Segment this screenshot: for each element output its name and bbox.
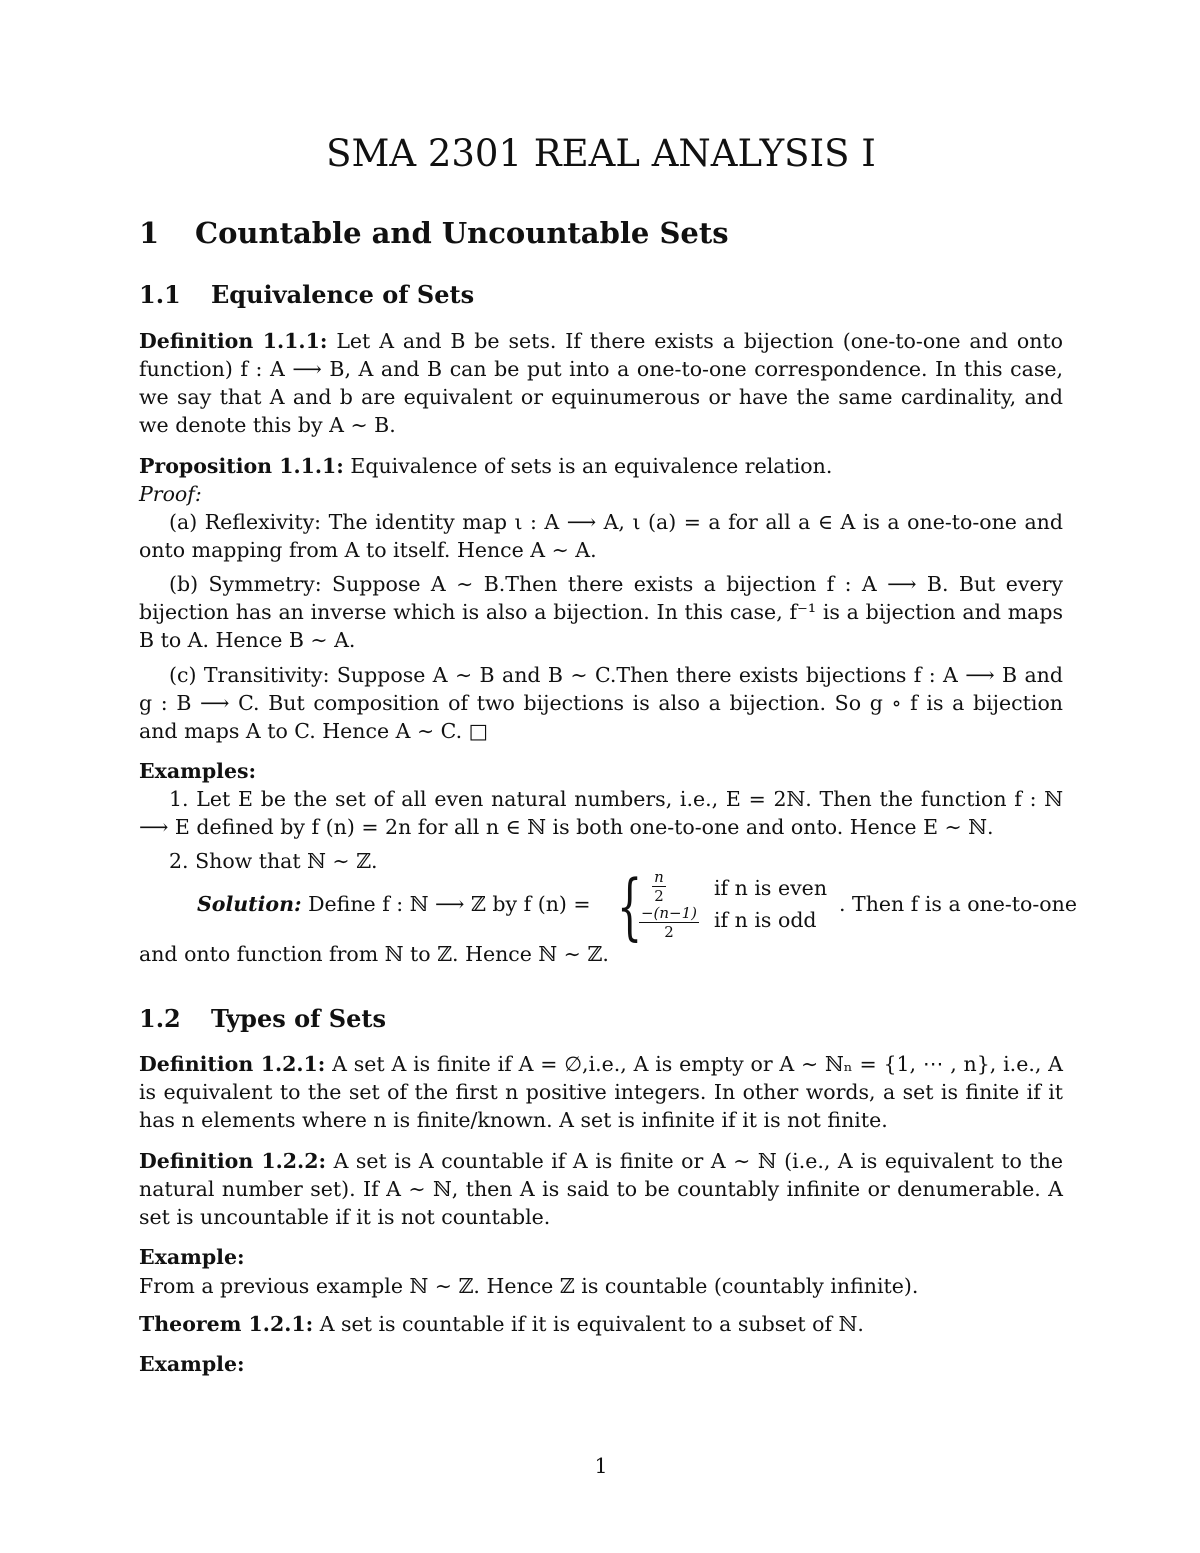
case-even-numerator: n	[652, 868, 666, 887]
proof-transitivity: (c) Transitivity: Suppose A ∼ B and B ∼ C.Then there exists bijections f : A ⟶ B and g : B ⟶ C. But composition of two bijections is also a bijection. So g ∘ f is a bijection and maps A to C. Hence A ∼ C. □	[139, 663, 1063, 743]
section-number: 1	[139, 216, 160, 250]
subsection-number: 1.1	[139, 280, 181, 309]
page-number: 1	[594, 1454, 608, 1478]
section-title: Countable and Uncountable Sets	[195, 216, 729, 250]
proposition-1-1-1	[139, 452, 1063, 480]
subsection-heading-1-1	[139, 279, 474, 311]
subsection-title: Equivalence of Sets	[211, 280, 475, 309]
case-odd-fraction	[639, 904, 699, 941]
left-brace: {	[617, 864, 643, 948]
theorem-text: A set is countable if it is equivalent to a subset of ℕ.	[319, 1312, 864, 1336]
case-even-denominator: 2	[654, 887, 664, 905]
solution-lead	[197, 890, 591, 918]
examples-heading: Examples:	[139, 759, 257, 783]
proof-reflexivity: (a) Reflexivity: The identity map ι : A ⟶ A, ι (a) = a for all a ∈ A is a one-to-one and onto mapping from A to itself. Hence A ∼ A.	[139, 510, 1063, 562]
example-1: 1. Let E be the set of all even natural numbers, i.e., E = 2ℕ. Then the function f : ℕ ⟶ E defined by f (n) = 2n for all n ∈ ℕ is both one-to-one and onto. Hence E ∼ ℕ.	[139, 787, 1063, 839]
example-text: From a previous example ℕ ∼ ℤ. Hence ℤ is countable (countably infinite).	[139, 1274, 919, 1298]
case-even-condition: if n is even	[714, 876, 828, 900]
example-2: 2. Show that ℕ ∼ ℤ.	[169, 849, 378, 873]
subsection-number: 1.2	[139, 1004, 181, 1033]
case-odd-condition: if n is odd	[714, 908, 817, 932]
solution-definition: Define f : ℕ ⟶ ℤ by f (n) =	[308, 892, 591, 916]
definition-1-2-1	[139, 1050, 1063, 1134]
subsection-title: Types of Sets	[211, 1004, 386, 1033]
definition-label: Definition 1.2.2:	[139, 1149, 327, 1173]
example-heading: Example:	[139, 1245, 245, 1269]
definition-text: A set A is finite if A = ∅,i.e., A is empty or A ∼ ℕₙ = {1, ⋯ , n}, i.e., A is equivalent to the set of the first n positive integers. In other words, a set is finite if it has n elements where n is finite/known. A set is infinite if it is not finite.	[139, 1052, 1063, 1132]
solution-block	[139, 864, 1077, 948]
case-odd-numerator: −(n−1)	[640, 904, 698, 922]
document-title: SMA 2301 REAL ANALYSIS I	[326, 132, 876, 175]
definition-1-1-1	[139, 327, 1063, 439]
case-odd-denominator: 2	[664, 923, 674, 941]
definition-text: A set is A countable if A is finite or A ∼ ℕ (i.e., A is equivalent to the natural number set). If A ∼ ℕ, then A is said to be countably infinite or denumerable. A set is uncountable if it is not countable.	[139, 1149, 1063, 1229]
definition-1-2-2	[139, 1147, 1063, 1231]
subsection-heading-1-2	[139, 1003, 386, 1035]
case-even-fraction	[639, 868, 679, 905]
solution-continuation: and onto function from ℕ to ℤ. Hence ℕ ∼ ℤ.	[139, 942, 609, 966]
theorem-label: Theorem 1.2.1:	[139, 1312, 314, 1336]
section-heading-1	[139, 214, 729, 252]
document-page	[139, 0, 1077, 1553]
example-heading-2: Example:	[139, 1352, 245, 1376]
solution-label: Solution:	[197, 892, 302, 916]
theorem-1-2-1	[139, 1310, 1063, 1338]
definition-label: Definition 1.2.1:	[139, 1052, 326, 1076]
solution-tail: . Then f is a one-to-one	[839, 892, 1077, 916]
proposition-text: Equivalence of sets is an equivalence relation.	[350, 454, 833, 478]
proof-label: Proof:	[139, 482, 202, 506]
definition-label: Definition 1.1.1:	[139, 329, 328, 353]
proof-symmetry: (b) Symmetry: Suppose A ∼ B.Then there exists a bijection f : A ⟶ B. But every bijection has an inverse which is also a bijection. In this case, f⁻¹ is a bijection and maps B to A. Hence B ∼ A.	[139, 572, 1063, 652]
definition-text: Let A and B be sets. If there exists a bijection (one-to-one and onto function) f : A ⟶ B, A and B can be put into a one-to-one correspondence. In this case, we say that A and b are equivalent or equinumerous or have the same cardinality, and we denote this by A ∼ B.	[139, 329, 1063, 437]
proposition-label: Proposition 1.1.1:	[139, 454, 344, 478]
